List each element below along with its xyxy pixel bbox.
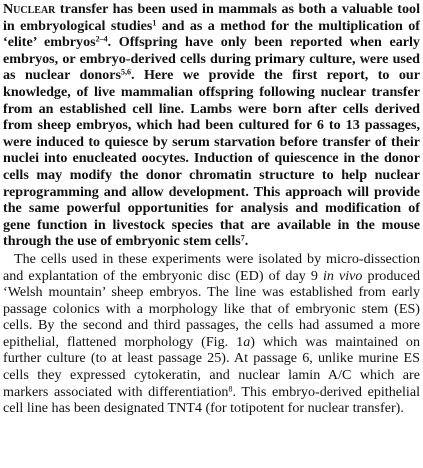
article-page: [3, 1, 420, 417]
citation-ref: 1: [152, 18, 157, 28]
abstract-text-1: transfer has been used in mammals as both a valuable tool in embryological studies: [3, 1, 420, 34]
figure-panel-ref: a: [243, 333, 251, 350]
body-text-4: . This embryo-derived epithelial cell line has been designated TNT4 (for totipotent for nuclear transfer).: [3, 383, 421, 417]
citation-ref: 5,6: [121, 67, 132, 77]
abstract-text-3: . Offspring have only been reported when early embryos, or embryo-derived cells during primary culture, were used as nuclear donors: [3, 34, 420, 84]
lead-word: Nuclear: [3, 1, 56, 17]
body-paragraph: [3, 251, 420, 417]
citation-ref: 8: [228, 384, 233, 394]
abstract-text-2: and as a method for the multiplication of ‘elite’ embryos: [3, 17, 421, 51]
body-text-1: The cells used in these experiments were isolated by micro-dissection and explantation of the embryonic disc (ED) of day 9: [3, 250, 420, 284]
citation-ref: 7: [240, 233, 245, 243]
abstract-paragraph: [3, 1, 420, 250]
body-text-3: ) which was maintained on further culture (to at least passage 25). At passage 6, unlike murine ES cells they expressed cytokeratin, and nuclear lamin A/C which are markers associated with differentiation: [3, 333, 421, 400]
body-text-2: produced ‘Welsh mountain’ sheep embryos. The line was established from early passage colonics with a morphology like that of embryonic stem (ES) cells. By the second and third passages, the cells had assumed a more epithelial, flattened morphology (Fig. 1: [3, 267, 420, 350]
italic-term: in vivo: [322, 267, 363, 284]
abstract-text-4: . Here we provide the first report, to our knowledge, of live mammalian offspring following nuclear transfer from an established cell line. Lambs were born after cells derived from sheep embryos, which had been cultured for 6 to 13 passages, were induced to quiesce by serum starvation before transfer of their nuclei into enucleated oocytes. Induction of quiescence in the donor cells may modify the donor chromatin structure to help nuclear reprogramming and allow development. This approach will provide the same powerful opportunities for analysis and modification of gene function in livestock species that are available in the mouse through the use of embryonic stem cells: [3, 67, 420, 250]
abstract-text-5: .: [244, 233, 249, 250]
citation-ref: 2–4: [95, 34, 108, 44]
